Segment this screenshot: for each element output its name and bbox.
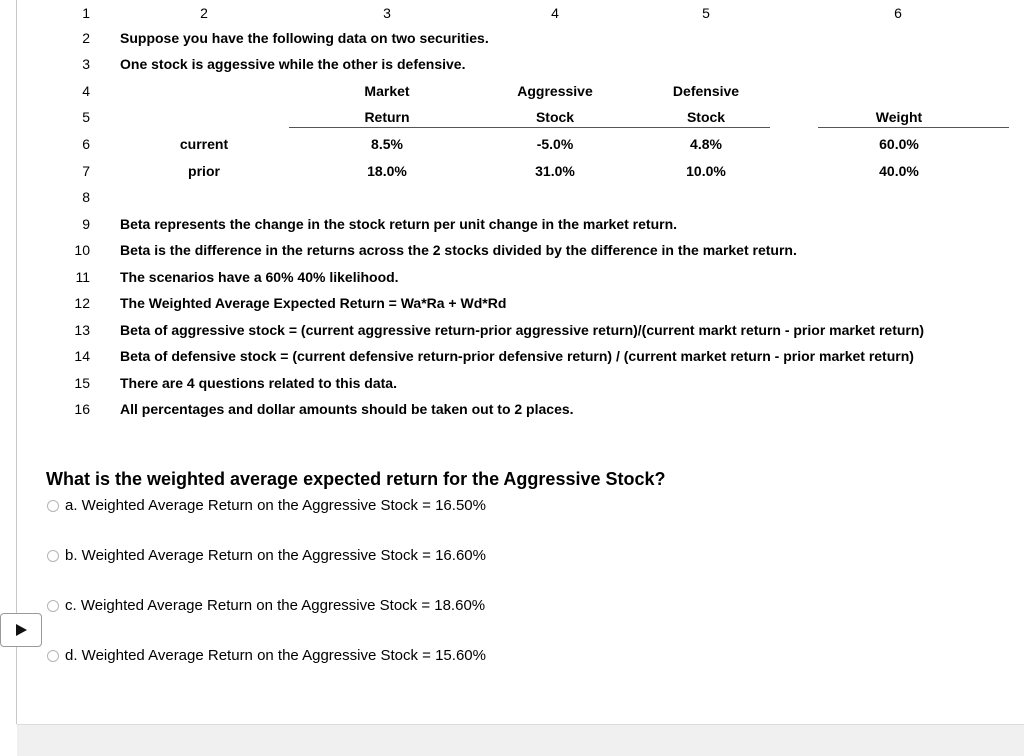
row-number: 11 <box>75 269 90 285</box>
column-label: 4 <box>551 5 559 21</box>
note-text: Beta represents the change in the stock return per unit change in the market return. <box>120 216 678 232</box>
row-number: 3 <box>82 56 90 72</box>
note-row <box>0 343 1024 369</box>
column-label: 6 <box>894 5 902 21</box>
weight-value: 60.0% <box>879 136 919 152</box>
weight-underline <box>818 127 1009 128</box>
row-label: prior <box>188 163 220 179</box>
note-text: Beta of defensive stock = (current defensive return-prior defensive return) / (current market return - prior market return) <box>120 348 914 364</box>
header-market: Market <box>364 83 410 99</box>
column-label: 5 <box>702 5 710 21</box>
radio-circle-icon[interactable] <box>47 550 59 562</box>
row-number: 13 <box>74 322 90 338</box>
note-row <box>0 264 1024 290</box>
sheet-row <box>0 51 1024 77</box>
footer-bar <box>17 724 1024 756</box>
row-number: 12 <box>74 295 90 311</box>
row-number: 6 <box>82 136 90 152</box>
row-number: 2 <box>82 30 90 46</box>
header-return: Return <box>364 109 410 125</box>
defensive-return-value: 4.8% <box>690 136 722 152</box>
note-row <box>0 396 1024 422</box>
row-number: 4 <box>82 83 90 99</box>
note-text: Beta of aggressive stock = (current aggressive return-prior aggressive return)/(current markt return - prior market return) <box>120 322 925 338</box>
intro-line-2: One stock is aggessive while the other is defensive. <box>120 56 466 72</box>
header-weight: Weight <box>875 109 923 125</box>
row-number: 9 <box>82 216 90 232</box>
header-aggressive: Aggressive <box>517 83 593 99</box>
note-text: There are 4 questions related to this data. <box>120 375 397 391</box>
intro-line-1: Suppose you have the following data on two securities. <box>120 30 489 46</box>
answer-option-d[interactable] <box>47 647 486 664</box>
radio-circle-icon[interactable] <box>47 650 59 662</box>
column-label: 1 <box>82 5 90 21</box>
row-number: 14 <box>74 348 90 364</box>
play-button[interactable] <box>0 613 42 647</box>
question-text: What is the weighted average expected return for the Aggressive Stock? <box>46 469 666 489</box>
note-row <box>0 237 1024 263</box>
header-aggressive-stock: Stock <box>535 109 575 125</box>
table-row <box>0 158 1024 184</box>
column-label: 3 <box>383 5 391 21</box>
answer-option-c[interactable] <box>47 597 485 614</box>
answer-option-a[interactable] <box>47 497 486 514</box>
row-number: 7 <box>82 163 90 179</box>
aggressive-return-value: -5.0% <box>536 136 574 152</box>
note-row <box>0 317 1024 343</box>
note-row <box>0 370 1024 396</box>
header-defensive: Defensive <box>672 83 740 99</box>
row-label: current <box>179 136 229 152</box>
row-number: 10 <box>74 242 90 258</box>
header-defensive-stock: Stock <box>686 109 726 125</box>
option-label: c. Weighted Average Return on the Aggressive Stock = 18.60% <box>65 597 486 614</box>
row-number: 5 <box>82 109 90 125</box>
note-row <box>0 211 1024 237</box>
market-return-value: 8.5% <box>371 136 403 152</box>
weight-value: 40.0% <box>879 163 919 179</box>
option-label: b. Weighted Average Return on the Aggressive Stock = 16.60% <box>65 547 486 564</box>
answer-option-b[interactable] <box>47 547 486 564</box>
option-label: a. Weighted Average Return on the Aggressive Stock = 16.50% <box>65 497 486 514</box>
table-row <box>0 131 1024 157</box>
table-header-row-1 <box>0 78 1024 104</box>
option-label: d. Weighted Average Return on the Aggressive Stock = 15.60% <box>65 647 486 664</box>
radio-circle-icon[interactable] <box>47 600 59 612</box>
note-text: The scenarios have a 60% 40% likelihood. <box>120 269 399 285</box>
row-number: 16 <box>74 401 90 417</box>
row-number: 15 <box>74 375 90 391</box>
aggressive-return-value: 31.0% <box>535 163 575 179</box>
note-text: The Weighted Average Expected Return = Wa*Ra + Wd*Rd <box>120 295 507 311</box>
radio-circle-icon[interactable] <box>47 500 59 512</box>
row-number: 8 <box>82 189 90 205</box>
defensive-return-value: 10.0% <box>686 163 726 179</box>
note-text: All percentages and dollar amounts should be taken out to 2 places. <box>120 401 574 417</box>
market-return-value: 18.0% <box>367 163 407 179</box>
sheet-row <box>0 184 1024 210</box>
play-icon <box>15 624 27 636</box>
note-text: Beta is the difference in the returns across the 2 stocks divided by the difference in the market return. <box>120 242 797 258</box>
sheet-row <box>0 25 1024 51</box>
note-row <box>0 290 1024 316</box>
table-underline <box>289 127 770 128</box>
column-label: 2 <box>200 5 208 21</box>
column-header-row <box>0 0 1024 26</box>
